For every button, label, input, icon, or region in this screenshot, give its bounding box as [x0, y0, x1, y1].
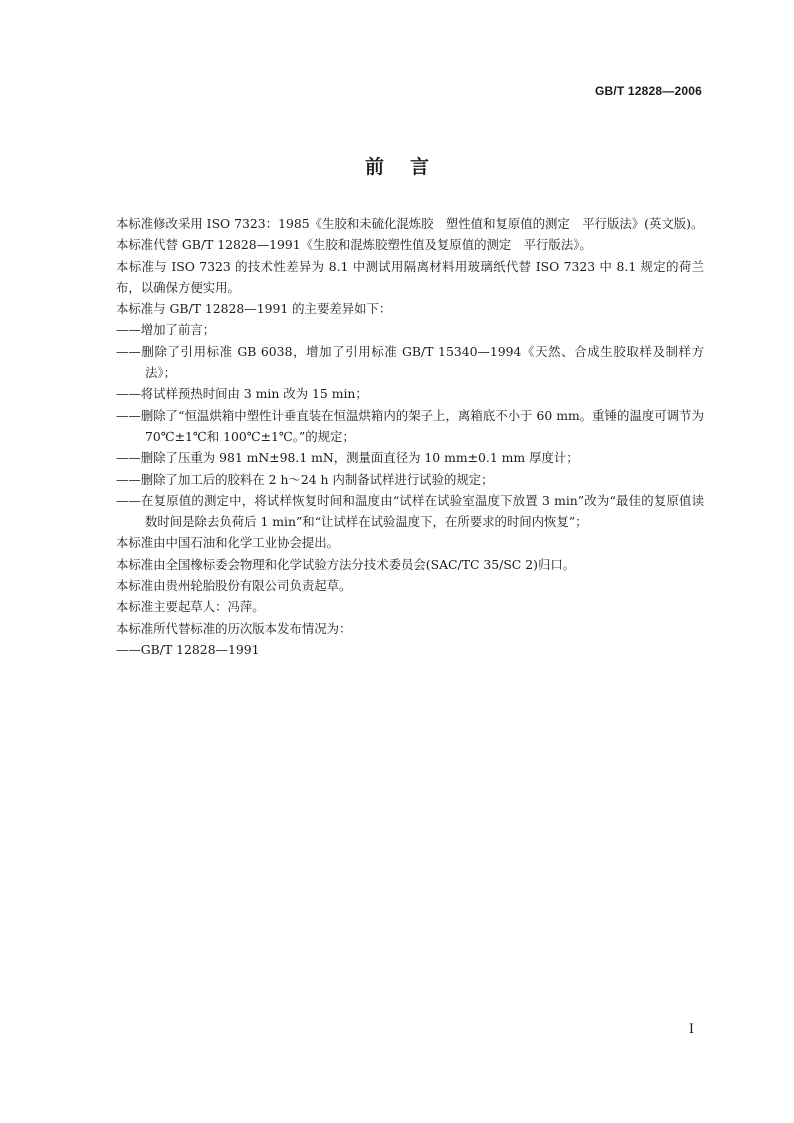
foreword-body	[116, 213, 704, 660]
paragraph-drafting-org: 本标准由贵州轮胎股份有限公司负责起草。	[116, 578, 352, 594]
difference-item: ——删除了引用标准 GB 6038，增加了引用标准 GB/T 15340—1994《天然、合成生胶取样及制样方法》；	[116, 343, 704, 381]
difference-item: ——将试样预热时间由 3 min 改为 15 min；	[116, 386, 368, 402]
paragraph-replaces: 本标准代替 GB/T 12828—1991《生胶和混炼胶塑性值及复原值的测定 平行版法》。	[116, 237, 592, 253]
paragraph-adoption: 本标准修改采用 ISO 7323：1985《生胶和未硫化混炼胶 塑性值和复原值的测定 平行版法》(英文版)。	[116, 216, 704, 231]
page-number: I	[688, 1022, 694, 1037]
difference-item: ——在复原值的测定中，将试样恢复时间和温度由“试样在试验室温度下放置 3 min”改为“最佳的复原值读数时间是除去负荷后 1 min”和“让试样在试验温度下，在所要求的时间内恢复”；	[116, 492, 704, 530]
difference-item: ——删除了“恒温烘箱中塑性计垂直装在恒温烘箱内的架子上，离箱底不小于 60 mm。重锤的温度可调节为 70℃±1℃和 100℃±1℃。”的规定；	[116, 407, 704, 444]
paragraph-main-differences: 本标准与 GB/T 12828—1991 的主要差异如下：	[116, 301, 392, 317]
difference-item: ——增加了前言；	[116, 322, 216, 338]
paragraph-technical-difference: 本标准与 ISO 7323 的技术性差异为 8.1 中测试用隔离材料用玻璃纸代替 ISO 7323 中 8.1 规定的荷兰布，以确保方便实用。	[116, 258, 704, 295]
page-title: 前言	[364, 156, 455, 178]
paragraph-proposer: 本标准由中国石油和化学工业协会提出。	[116, 535, 340, 551]
difference-item: ——删除了加工后的胶料在 2 h～24 h 内制备试样进行试验的规定；	[116, 471, 494, 487]
difference-item: ——删除了压重为 981 mN±98.1 mN，测量面直径为 10 mm±0.1 mm 厚度计；	[116, 450, 579, 466]
paragraph-drafters: 本标准主要起草人：冯萍。	[116, 599, 265, 615]
paragraph-committee: 本标准由全国橡标委会物理和化学试验方法分技术委员会(SAC/TC 35/SC 2)归口。	[116, 556, 576, 572]
standard-number: GB/T 12828—2006	[594, 84, 702, 98]
history-item: ——GB/T 12828—1991	[116, 641, 260, 657]
paragraph-history-intro: 本标准所代替标准的历次版本发布情况为：	[116, 620, 352, 636]
